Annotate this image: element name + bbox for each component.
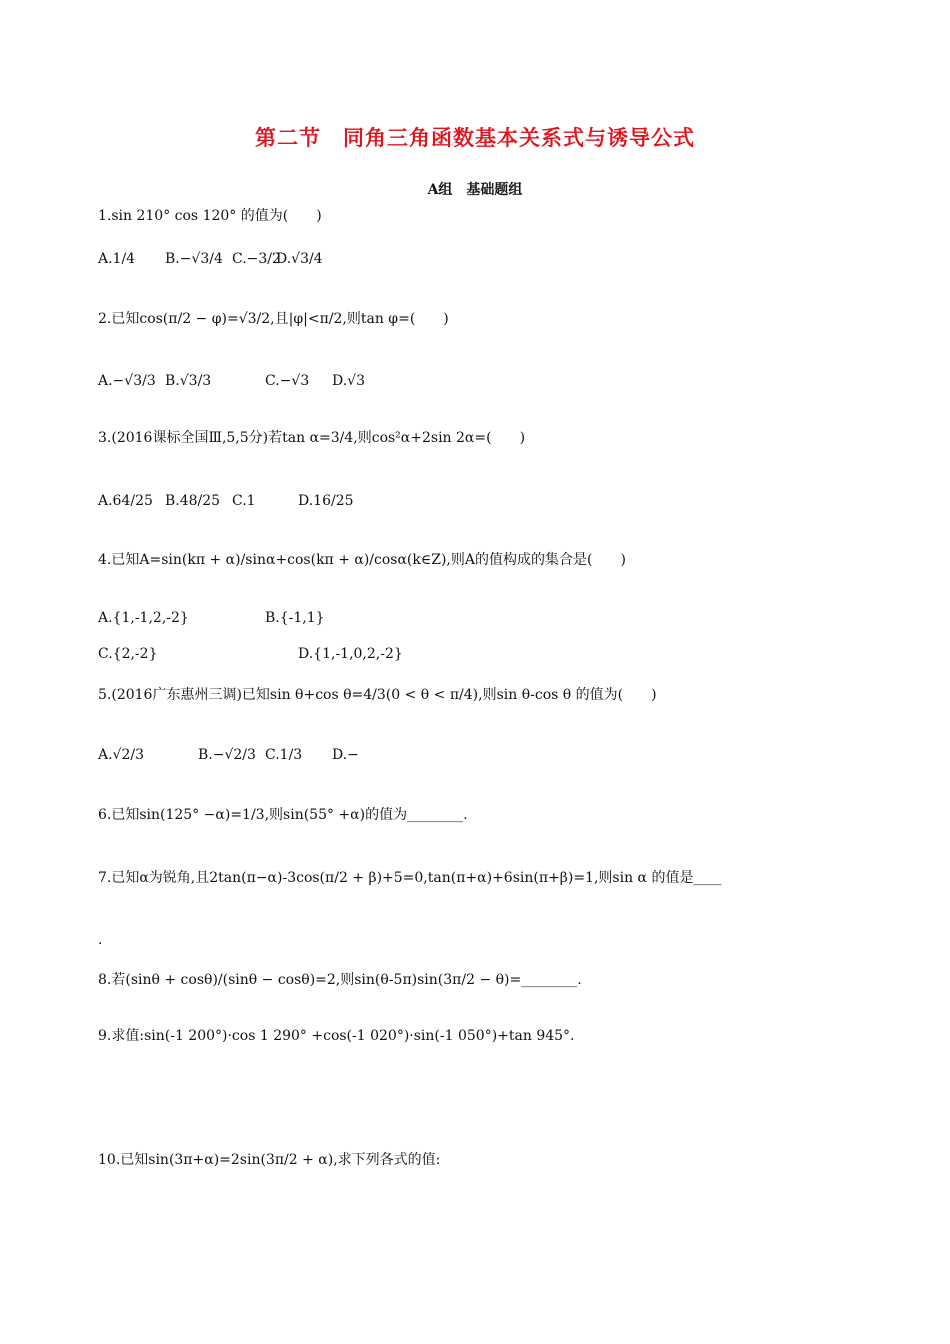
section-heading: A组 基础题组: [427, 182, 523, 198]
q2-option-b: B.√3/3: [165, 373, 212, 389]
q1-option-d: D.√3/4: [276, 251, 323, 267]
q6-stem: 6.已知sin(125° −α)=1/3,则sin(55° +α)的值为________.: [98, 807, 468, 823]
q5-option-c: C.1/3: [265, 747, 303, 763]
q4-option-b: B.{-1,1}: [265, 610, 325, 626]
q5-option-d: D.−: [332, 747, 359, 763]
q3-option-c: C.1: [232, 493, 256, 509]
q2-stem: 2.已知cos(π/2 − φ)=√3/2,且|φ|<π/2,则tan φ=( ): [98, 311, 449, 327]
page-title: 第二节 同角三角函数基本关系式与诱导公式: [255, 125, 695, 150]
q5-option-a: A.√2/3: [98, 747, 145, 763]
q1-option-a: A.1/4: [98, 251, 136, 267]
q1-option-b: B.−√3/4: [165, 251, 223, 267]
q3-option-d: D.16/25: [298, 493, 354, 509]
q3-option-a: A.64/25: [98, 493, 153, 509]
q2-option-a: A.−√3/3: [98, 373, 156, 389]
q1-option-c: C.−3/2: [232, 251, 281, 267]
q7-stem: 7.已知α为锐角,且2tan(π−α)-3cos(π/2 + β)+5=0,tan(π+α)+6sin(π+β)=1,则sin α 的值是____: [98, 870, 722, 886]
q4-option-a: A.{1,-1,2,-2}: [98, 610, 189, 626]
q4-option-c: C.{2,-2}: [98, 646, 158, 662]
q9-stem: 9.求值:sin(-1 200°)·cos 1 290° +cos(-1 020°)·sin(-1 050°)+tan 945°.: [98, 1028, 575, 1044]
q4-stem: 4.已知A=sin(kπ + α)/sinα+cos(kπ + α)/cosα(k∈Z),则A的值构成的集合是( ): [98, 552, 626, 568]
q3-option-b: B.48/25: [165, 493, 221, 509]
q3-stem: 3.(2016课标全国Ⅲ,5,5分)若tan α=3/4,则cos²α+2sin 2α=( ): [98, 430, 526, 446]
q5-option-b: B.−√2/3: [198, 747, 256, 763]
q8-stem: 8.若(sinθ + cosθ)/(sinθ − cosθ)=2,则sin(θ-5π)sin(3π/2 − θ)=________.: [98, 972, 582, 988]
q7-end: .: [98, 932, 103, 948]
q5-stem: 5.(2016广东惠州三调)已知sin θ+cos θ=4/3(0 < θ < π/4),则sin θ-cos θ 的值为( ): [98, 687, 657, 703]
q2-option-c: C.−√3: [265, 373, 310, 389]
q1-stem: 1.sin 210° cos 120° 的值为( ): [98, 208, 322, 224]
q10-stem: 10.已知sin(3π+α)=2sin(3π/2 + α),求下列各式的值:: [98, 1152, 441, 1168]
q2-option-d: D.√3: [332, 373, 366, 389]
q4-option-d: D.{1,-1,0,2,-2}: [298, 646, 403, 662]
